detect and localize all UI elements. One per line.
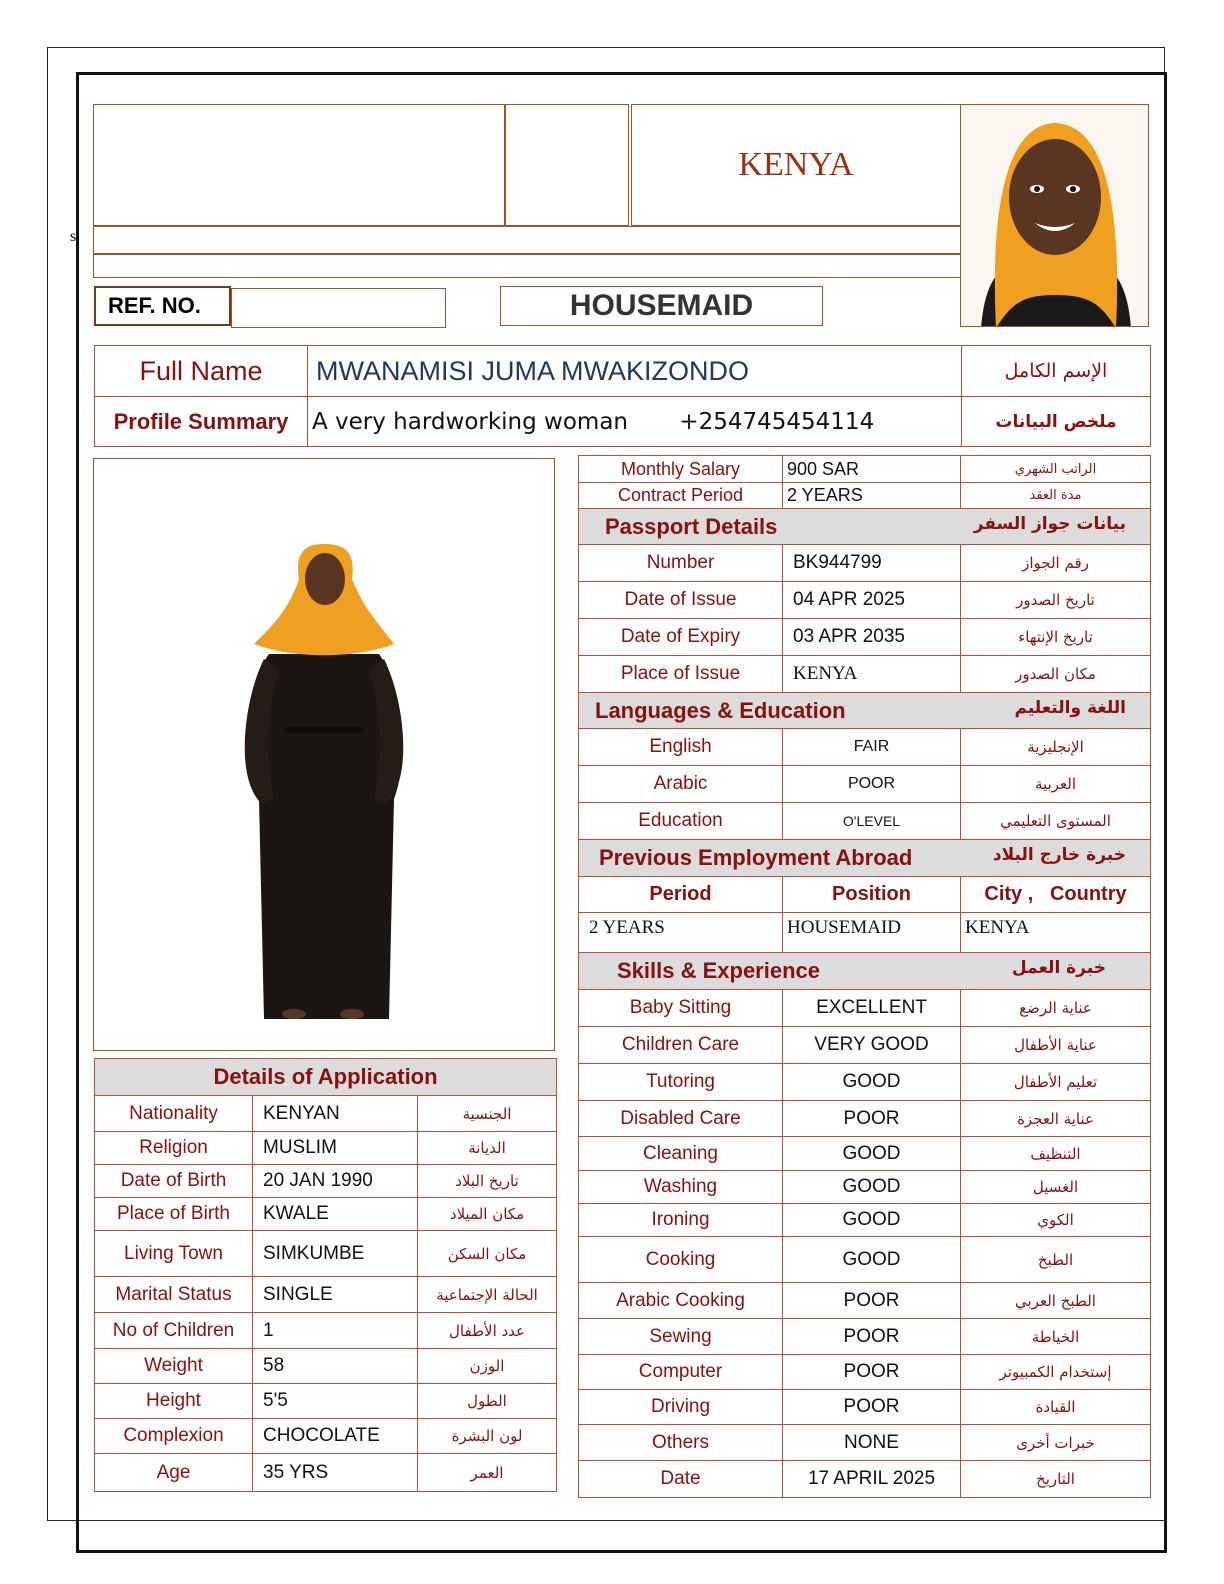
skill-value: GOOD xyxy=(783,1171,961,1204)
period-column-header: Period xyxy=(579,877,783,913)
application-value: MUSLIM xyxy=(253,1132,418,1165)
skill-label-ar: عناية الرضع xyxy=(961,990,1151,1027)
table-row xyxy=(95,1198,557,1231)
table-row xyxy=(579,877,1151,913)
skill-label: Cooking xyxy=(579,1237,783,1283)
skill-label-ar: الخياطة xyxy=(961,1319,1151,1355)
full-name-label: Full Name xyxy=(95,346,308,397)
application-label-ar: الحالة الإجتماعية xyxy=(418,1277,557,1313)
table-row xyxy=(579,1137,1151,1171)
application-table xyxy=(94,1058,557,1492)
skill-label: Tutoring xyxy=(579,1064,783,1101)
application-value: KENYAN xyxy=(253,1096,418,1132)
application-value: SINGLE xyxy=(253,1277,418,1313)
skill-label: Date xyxy=(579,1461,783,1498)
application-label: Nationality xyxy=(95,1096,253,1132)
table-row xyxy=(579,1064,1151,1101)
table-row xyxy=(579,729,1151,766)
skill-label-ar: خبرات أخرى xyxy=(961,1425,1151,1461)
skill-label-ar: إستخدام الكمبيوتر xyxy=(961,1355,1151,1390)
language-label-ar: الإنجليزية xyxy=(961,729,1151,766)
phone-number: +254745454114 xyxy=(679,408,875,435)
skill-label: Children Care xyxy=(579,1027,783,1064)
passport-title: Passport Details xyxy=(605,513,778,539)
job-title: HOUSEMAID xyxy=(500,286,823,326)
profile-summary-label: Profile Summary xyxy=(95,397,308,447)
application-label: Date of Birth xyxy=(95,1165,253,1198)
language-label-ar: العربية xyxy=(961,766,1151,803)
application-label: Living Town xyxy=(95,1231,253,1277)
skill-label-ar: تعليم الأطفال xyxy=(961,1064,1151,1101)
skill-label-ar: الطبخ xyxy=(961,1237,1151,1283)
table-row xyxy=(579,582,1151,619)
application-label-ar: الوزن xyxy=(418,1349,557,1384)
table-row xyxy=(579,656,1151,693)
skill-label-ar: الطبخ العربي xyxy=(961,1283,1151,1319)
application-label-ar: الديانة xyxy=(418,1132,557,1165)
application-label: No of Children xyxy=(95,1313,253,1349)
table-row xyxy=(579,483,1151,509)
table-row xyxy=(579,913,1151,953)
application-label-ar: لون البشرة xyxy=(418,1419,557,1454)
language-value: O'LEVEL xyxy=(783,803,961,840)
application-label-ar: عدد الأطفال xyxy=(418,1313,557,1349)
passport-label-ar: رقم الجواز xyxy=(961,545,1151,582)
skill-value: GOOD xyxy=(783,1137,961,1171)
terms-label: Contract Period xyxy=(579,483,783,509)
language-value: FAIR xyxy=(783,729,961,766)
full-name-label-ar: الإسم الكامل xyxy=(962,346,1151,397)
skills-title: Skills & Experience xyxy=(617,958,820,983)
table-row xyxy=(579,1283,1151,1319)
application-value: 5'5 xyxy=(253,1384,418,1419)
table-row xyxy=(579,1461,1151,1498)
skill-value: POOR xyxy=(783,1390,961,1425)
application-label-ar: مكان الميلاد xyxy=(418,1198,557,1231)
header-blank-strip xyxy=(93,226,961,254)
employment-section-header xyxy=(579,840,1151,877)
language-value: POOR xyxy=(783,766,961,803)
skill-value: GOOD xyxy=(783,1064,961,1101)
table-row xyxy=(95,1165,557,1198)
application-title: Details of Application xyxy=(95,1059,557,1096)
application-label: Religion xyxy=(95,1132,253,1165)
table-row xyxy=(95,1384,557,1419)
application-value: SIMKUMBE xyxy=(253,1231,418,1277)
table-row xyxy=(579,456,1151,483)
portrait-photo xyxy=(960,104,1149,327)
skill-label: Others xyxy=(579,1425,783,1461)
table-row xyxy=(579,990,1151,1027)
skill-label: Sewing xyxy=(579,1319,783,1355)
skill-label-ar: التاريخ xyxy=(961,1461,1151,1498)
skill-value: 17 APRIL 2025 xyxy=(783,1461,961,1498)
table-row xyxy=(95,1132,557,1165)
table-row xyxy=(579,766,1151,803)
country-box xyxy=(631,104,961,226)
application-value: KWALE xyxy=(253,1198,418,1231)
skill-label-ar: القيادة xyxy=(961,1390,1151,1425)
skills-section-header xyxy=(579,953,1151,990)
profile-summary-text: A very hardworking woman xyxy=(312,408,629,435)
table-row xyxy=(95,1313,557,1349)
skill-value: EXCELLENT xyxy=(783,990,961,1027)
skill-value: NONE xyxy=(783,1425,961,1461)
skill-value: POOR xyxy=(783,1101,961,1137)
skill-value: GOOD xyxy=(783,1237,961,1283)
application-label: Marital Status xyxy=(95,1277,253,1313)
application-label-ar: تاريخ البلاد xyxy=(418,1165,557,1198)
application-label-ar: مكان السكن xyxy=(418,1231,557,1277)
table-row xyxy=(579,1204,1151,1237)
details-table xyxy=(578,455,1151,1498)
table-row xyxy=(579,1390,1151,1425)
employment-title-ar: خبرة خارج البلاد xyxy=(992,845,1126,865)
skill-label-ar: عناية الأطفال xyxy=(961,1027,1151,1064)
skill-label: Ironing xyxy=(579,1204,783,1237)
table-row xyxy=(579,619,1151,656)
passport-label: Date of Issue xyxy=(579,582,783,619)
application-label-ar: العمر xyxy=(418,1454,557,1492)
skill-label: Driving xyxy=(579,1390,783,1425)
skill-value: GOOD xyxy=(783,1204,961,1237)
skill-label: Arabic Cooking xyxy=(579,1283,783,1319)
application-label: Weight xyxy=(95,1349,253,1384)
table-row xyxy=(579,1319,1151,1355)
identity-table xyxy=(94,345,1151,447)
passport-section-header xyxy=(579,509,1151,545)
table-row xyxy=(579,1425,1151,1461)
table-row xyxy=(579,1027,1151,1064)
skill-label: Computer xyxy=(579,1355,783,1390)
passport-label: Date of Expiry xyxy=(579,619,783,656)
table-row xyxy=(95,1277,557,1313)
full-name-value: MWANAMISI JUMA MWAKIZONDO xyxy=(308,346,962,397)
terms-label-ar: مدة العقد xyxy=(961,483,1151,509)
employment-period: 2 YEARS xyxy=(579,913,783,953)
passport-value: 03 APR 2035 xyxy=(783,619,961,656)
languages-section-header xyxy=(579,693,1151,729)
skill-label: Baby Sitting xyxy=(579,990,783,1027)
skill-value: VERY GOOD xyxy=(783,1027,961,1064)
languages-title: Languages & Education xyxy=(595,697,846,723)
passport-value: KENYA xyxy=(783,656,961,693)
passport-label-ar: تاريخ الصدور xyxy=(961,582,1151,619)
skill-label-ar: عناية العجزة xyxy=(961,1101,1151,1137)
passport-label-ar: مكان الصدور xyxy=(961,656,1151,693)
language-label: Arabic xyxy=(579,766,783,803)
skill-label-ar: الكوي xyxy=(961,1204,1151,1237)
application-value: CHOCOLATE xyxy=(253,1419,418,1454)
table-row xyxy=(579,1355,1151,1390)
table-row xyxy=(95,1349,557,1384)
application-value: 20 JAN 1990 xyxy=(253,1165,418,1198)
terms-value: 2 YEARS xyxy=(783,483,961,509)
employment-position: HOUSEMAID xyxy=(783,913,961,953)
application-label: Complexion xyxy=(95,1419,253,1454)
passport-value: 04 APR 2025 xyxy=(783,582,961,619)
passport-label: Number xyxy=(579,545,783,582)
application-label: Height xyxy=(95,1384,253,1419)
employment-title: Previous Employment Abroad xyxy=(599,845,913,870)
skill-label: Washing xyxy=(579,1171,783,1204)
header-blank-box xyxy=(505,104,629,226)
passport-label-ar: تاريخ الإنتهاء xyxy=(961,619,1151,656)
languages-title-ar: اللغة والتعليم xyxy=(1014,697,1126,718)
position-column-header: Position xyxy=(783,877,961,913)
skills-title-ar: خبرة العمل xyxy=(1011,958,1106,978)
application-label-ar: الطول xyxy=(418,1384,557,1419)
skill-label: Cleaning xyxy=(579,1137,783,1171)
application-label: Place of Birth xyxy=(95,1198,253,1231)
application-label: Age xyxy=(95,1454,253,1492)
passport-title-ar: بيانات جواز السفر xyxy=(973,513,1126,534)
skill-value: POOR xyxy=(783,1319,961,1355)
language-label-ar: المستوى التعليمي xyxy=(961,803,1151,840)
table-row xyxy=(579,545,1151,582)
header-blank-box xyxy=(93,104,505,226)
skill-label-ar: الغسيل xyxy=(961,1171,1151,1204)
profile-summary-label-ar: ملخص البيانات xyxy=(962,397,1151,447)
table-row xyxy=(95,1454,557,1492)
skill-label-ar: التنظيف xyxy=(961,1137,1151,1171)
passport-label: Place of Issue xyxy=(579,656,783,693)
skill-value: POOR xyxy=(783,1355,961,1390)
passport-value: BK944799 xyxy=(783,545,961,582)
application-label-ar: الجنسية xyxy=(418,1096,557,1132)
table-row xyxy=(579,1171,1151,1204)
table-row xyxy=(579,1101,1151,1137)
table-row xyxy=(95,1419,557,1454)
ref-no-label: REF. NO. xyxy=(94,286,231,326)
skill-label: Disabled Care xyxy=(579,1101,783,1137)
stray-mark: s xyxy=(70,228,77,245)
country-name: KENYA xyxy=(738,146,854,183)
language-label: English xyxy=(579,729,783,766)
table-row xyxy=(579,1237,1151,1283)
employment-country: KENYA xyxy=(961,913,1151,953)
table-row xyxy=(95,1231,557,1277)
application-value: 1 xyxy=(253,1313,418,1349)
table-row xyxy=(579,803,1151,840)
application-value: 35 YRS xyxy=(253,1454,418,1492)
full-body-photo xyxy=(93,458,555,1051)
terms-value: 900 SAR xyxy=(783,456,961,483)
ref-no-value xyxy=(231,288,446,328)
application-value: 58 xyxy=(253,1349,418,1384)
table-row xyxy=(95,1096,557,1132)
city-country-column-header: City , Country xyxy=(961,877,1151,913)
terms-label: Monthly Salary xyxy=(579,456,783,483)
skill-value: POOR xyxy=(783,1283,961,1319)
profile-summary-value xyxy=(308,397,962,447)
language-label: Education xyxy=(579,803,783,840)
header-blank-strip xyxy=(93,254,961,278)
terms-label-ar: الراتب الشهري xyxy=(961,456,1151,483)
